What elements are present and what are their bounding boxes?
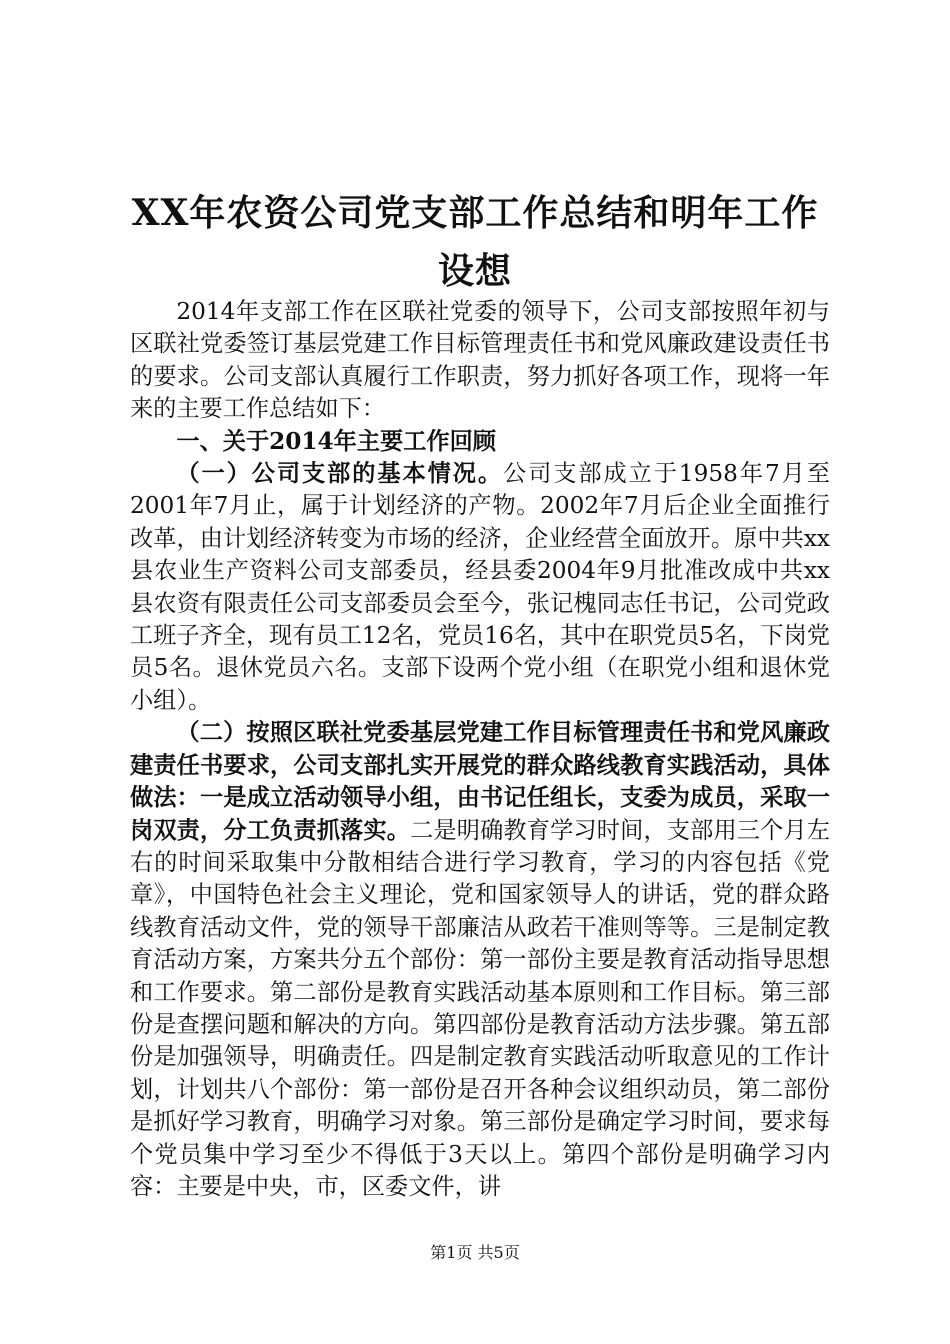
paragraph-text: 二是明确教育学习时间，支部用三个月左右的时间采取集中分散相结合进行学习教育，学习的内容包括《党章》，中国特色社会主义理论，党和国家领导人的讲话，党的群众路线教育活动文件，党的领导干部廉洁从政若干准则等等。三是制定教育活动方案，方案共分五个部份：第一部份主要是教育活动指导思想和工作要求。第二部份是教育实践活动基本原则和工作目标。第三部份是查摆问题和解决的方向。第四部份是教育活动方法步骤。第五部份是加强领导，明确责任。四是制定教育实践活动听取意见的工作计划，计划共八个部份：第一部份是召开各种会议组织动员，第二部份是抓好学习教育，明确学习对象。第三部份是确定学习时间，要求每个党员集中学习至少不得低于3天以上。第四个部份是明确学习内容：主要是中央，市，区委文件，讲 [130, 816, 831, 1200]
document-body [130, 296, 830, 1203]
paragraph-bold-lead: （一）公司支部的基本情况。 [176, 460, 504, 488]
paragraph-bold-lead: （二）按照区联社党委基层党建工作目标管理责任书和党风廉政建责任书要求，公司支部扎实开展党的群众路线教育实践活动，具体做法：一是成立活动领导小组，由书记任组长，支委为成员，采取一岗双责，分工负责抓落实。 [130, 719, 830, 844]
paragraph-text: 2014年支部工作在区联社党委的领导下，公司支部按照年初与区联社党委签订基层党建工作目标管理责任书和党风廉政建设责任书的要求。公司支部认真履行工作职责，努力抓好各项工作，现将一年来的主要工作总结如下： [130, 298, 830, 423]
intro-paragraph [130, 296, 830, 426]
education-activity-paragraph [130, 717, 830, 1203]
document-title: XX年农资公司党支部工作总结和明年工作设想 [131, 192, 819, 292]
section-heading [130, 426, 830, 458]
section-heading-text: 一、关于2014年主要工作回顾 [176, 427, 496, 455]
paragraph-text: 公司支部成立于1958年7月至2001年7月止，属于计划经济的产物。2002年7月后企业全面推行改革，由计划经济转变为市场的经济，企业经营全面放开。原中共xx县农业生产资料公司支部委员，经县委2004年9月批准改成中共xx县农资有限责任公司支部委员会至今，张记槐同志任书记，公司党政工班子齐全，现有员工12名，党员16名，其中在职党员5名，下岗党员5名。退休党员六名。支部下设两个党小组（在职党小组和退休党小组）。 [130, 460, 830, 714]
basic-situation-paragraph [130, 458, 830, 717]
page-footer: 第1页 共5页 [430, 1243, 520, 1262]
